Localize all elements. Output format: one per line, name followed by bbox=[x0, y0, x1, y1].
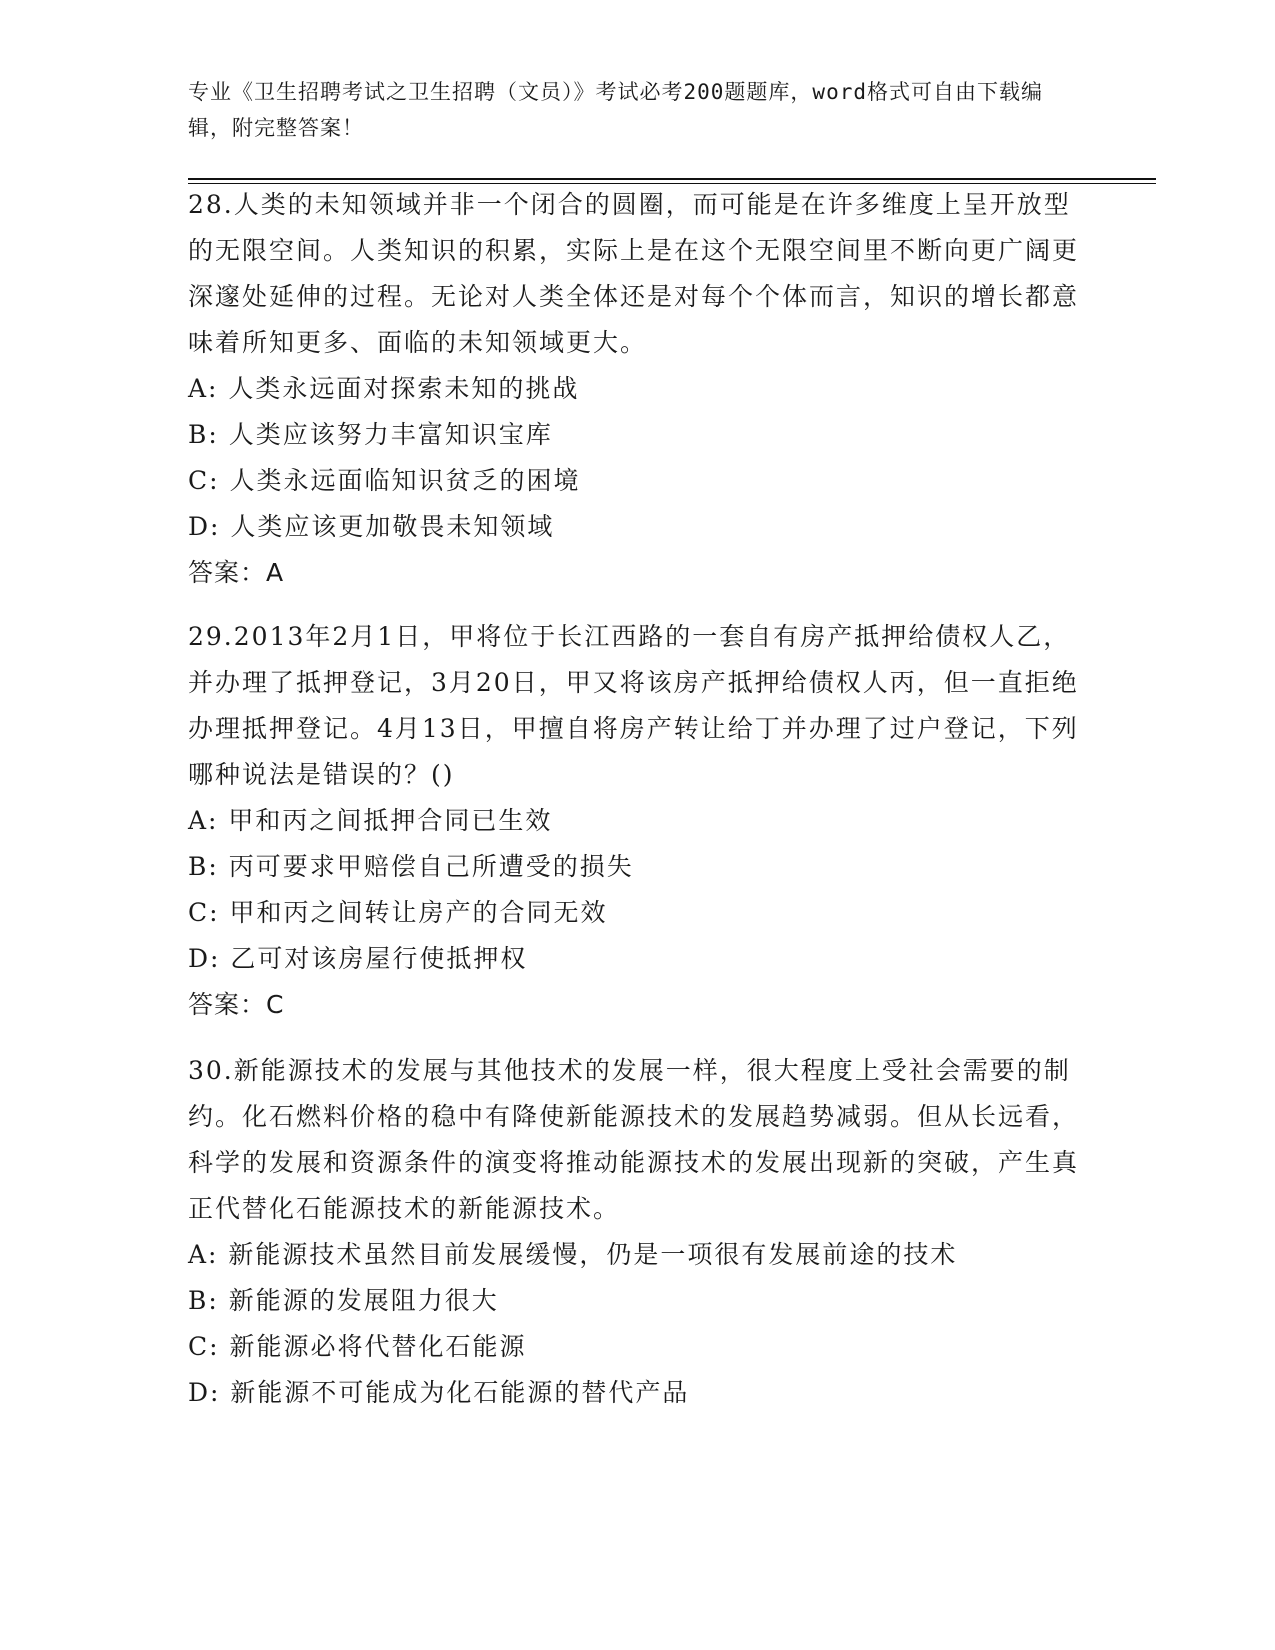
option-c: C: 甲和丙之间转让房产的合同无效 bbox=[188, 898, 608, 927]
option-b: B: 人类应该努力丰富知识宝库 bbox=[188, 420, 553, 449]
option-c: C: 新能源必将代替化石能源 bbox=[188, 1332, 527, 1361]
option-d: D: 乙可对该房屋行使抵押权 bbox=[188, 944, 528, 973]
question-stem: 30.新能源技术的发展与其他技术的发展一样，很大程度上受社会需要的制约。化石燃料价格的稳中有降使新能源技术的发展趋势减弱。但从长远看，科学的发展和资源条件的演变将推动能源技术的发展出现新的突破，产生真正代替化石能源技术的新能源技术。 bbox=[188, 1056, 1080, 1223]
question-30 bbox=[188, 1048, 1088, 1416]
option-a: A: 新能源技术虽然目前发展缓慢，仍是一项很有发展前途的技术 bbox=[188, 1240, 958, 1269]
option-b: B: 丙可要求甲赔偿自己所遭受的损失 bbox=[188, 852, 634, 881]
question-29 bbox=[188, 614, 1088, 1028]
answer-line: 答案：A bbox=[188, 558, 285, 587]
document-header: 专业《卫生招聘考试之卫生招聘（文员）》考试必考200题题库，word格式可自由下载编辑，附完整答案！ bbox=[188, 80, 1043, 140]
option-b: B: 新能源的发展阻力很大 bbox=[188, 1286, 499, 1315]
option-a: A: 甲和丙之间抵押合同已生效 bbox=[188, 806, 553, 835]
option-d: D: 人类应该更加敬畏未知领域 bbox=[188, 512, 555, 541]
option-c: C: 人类永远面临知识贫乏的困境 bbox=[188, 466, 581, 495]
header-divider-thick bbox=[188, 178, 1156, 180]
question-stem: 29.2013年2月1日，甲将位于长江西路的一套自有房产抵押给债权人乙，并办理了抵押登记，3月20日，甲又将该房产抵押给债权人丙，但一直拒绝办理抵押登记。4月13日，甲擅自将房产转让给丁并办理了过户登记，下列哪种说法是错误的？() bbox=[188, 622, 1079, 789]
question-28 bbox=[188, 182, 1088, 596]
option-a: A: 人类永远面对探索未知的挑战 bbox=[188, 374, 580, 403]
question-stem: 28.人类的未知领域并非一个闭合的圆圈，而可能是在许多维度上呈开放型的无限空间。人类知识的积累，实际上是在这个无限空间里不断向更广阔更深邃处延伸的过程。无论对人类全体还是对每个个体而言，知识的增长都意味着所知更多、面临的未知领域更大。 bbox=[188, 190, 1080, 357]
option-d: D: 新能源不可能成为化石能源的替代产品 bbox=[188, 1378, 690, 1407]
answer-line: 答案：C bbox=[188, 990, 285, 1019]
